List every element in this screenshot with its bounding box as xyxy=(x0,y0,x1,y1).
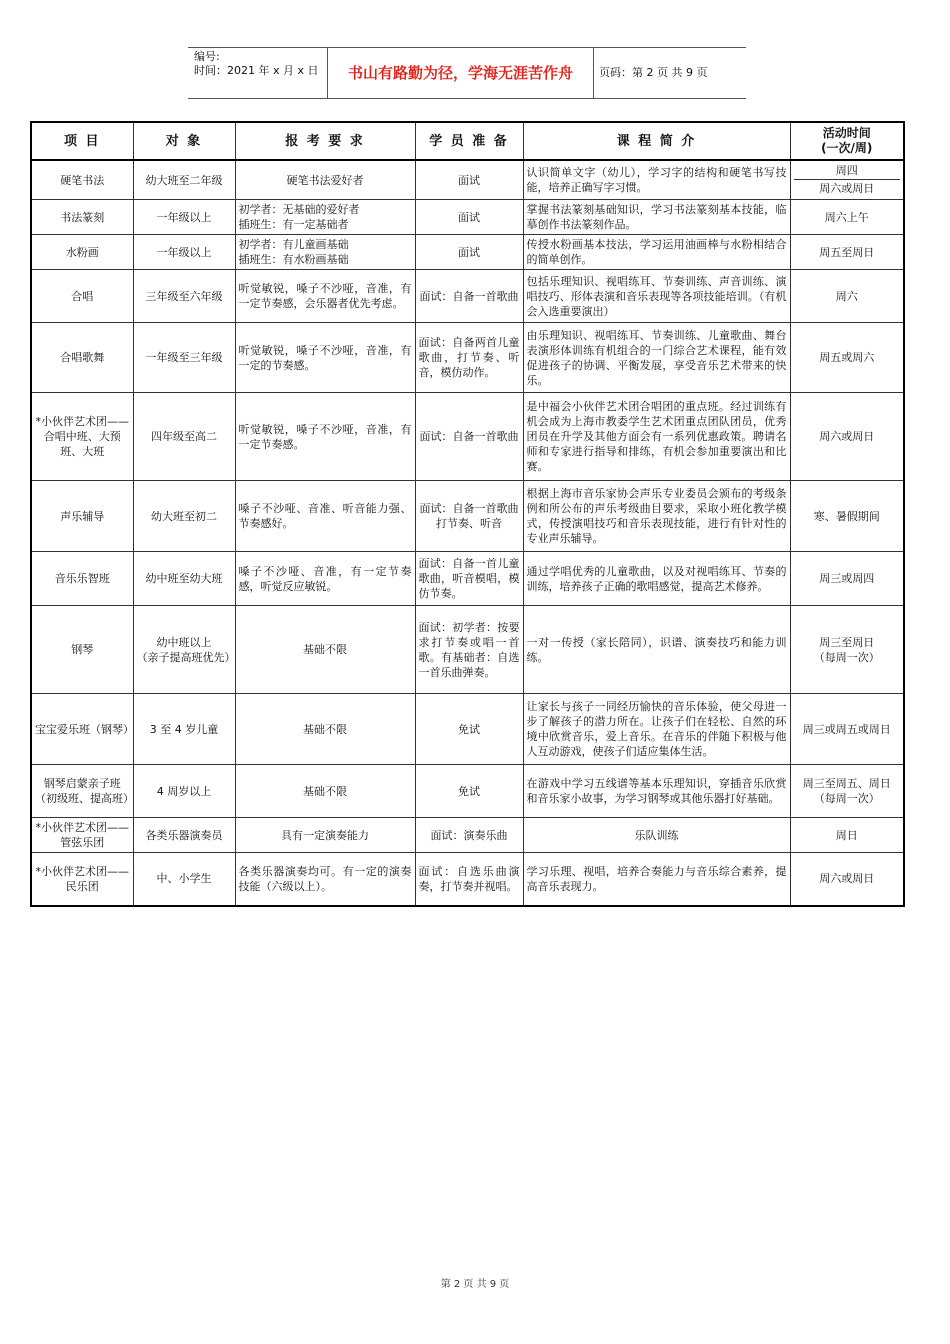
header-requirement: 报 考 要 求 xyxy=(235,122,415,160)
cell-preparation: 面试 xyxy=(415,160,523,200)
cell-preparation: 面试 xyxy=(415,200,523,235)
cell-preparation: 面试：自备一首儿童歌曲，听音模唱，模仿节奏。 xyxy=(415,552,523,606)
header-page-label: 页码：第 2 页 共 9 页 xyxy=(599,66,708,79)
header-time-line2: (一次/周) xyxy=(821,141,873,155)
cell-item: 钢琴启蒙亲子班（初级班、提高班） xyxy=(31,765,133,818)
target-line: 幼中班以上 xyxy=(156,635,212,649)
cell-time: 周六 xyxy=(790,270,904,323)
cell-requirement: 听觉敏锐，嗓子不沙哑，音准，有一定节奏感。 xyxy=(235,393,415,481)
cell-requirement: 各类乐器演奏均可。有一定的演奏技能（六级以上）。 xyxy=(235,853,415,906)
table-row xyxy=(31,552,904,606)
cell-introduction: 包括乐理知识、视唱练耳、节奏训练、声音训练、演唱技巧、形体表演和音乐表现等各项技能培训。（有机会入选重要演出） xyxy=(523,270,790,323)
cell-requirement: 听觉敏锐，嗓子不沙哑，音准，有一定节奏感，会乐器者优先考虑。 xyxy=(235,270,415,323)
cell-item: 宝宝爱乐班（钢琴） xyxy=(31,694,133,765)
cell-preparation: 面试：初学者：按要求打节奏或唱一首歌。有基础者：自选一首乐曲弹奏。 xyxy=(415,606,523,694)
table-row xyxy=(31,765,904,818)
table-row xyxy=(31,270,904,323)
cell-preparation: 面试：自备两首儿童歌曲，打节奏、听音，模仿动作。 xyxy=(415,323,523,393)
cell-preparation: 面试：演奏乐曲 xyxy=(415,818,523,853)
cell-requirement: 基础不限 xyxy=(235,765,415,818)
header-meta xyxy=(188,48,328,98)
cell-item: *小伙伴艺术团——民乐团 xyxy=(31,853,133,906)
cell-target: 一年级以上 xyxy=(133,235,235,270)
cell-introduction: 认识简单文字（幼儿），学习字的结构和硬笔书写技能，培养正确写字习惯。 xyxy=(523,160,790,200)
cell-introduction: 由乐理知识、视唱练耳、节奏训练、儿童歌曲、舞台表演形体训练有机组合的一门综合艺术课程，能有效促进孩子的协调、平衡发展，享受音乐艺术带来的快乐。 xyxy=(523,323,790,393)
table-row xyxy=(31,200,904,235)
cell-preparation: 面试：自备一首歌曲 xyxy=(415,393,523,481)
header-target: 对 象 xyxy=(133,122,235,160)
cell-time-1: 周四 xyxy=(794,162,901,180)
document-header xyxy=(188,47,746,99)
cell-time xyxy=(790,606,904,694)
cell-target: 幼大班至初二 xyxy=(133,481,235,552)
cell-preparation: 免试 xyxy=(415,694,523,765)
cell-introduction: 让家长与孩子一同经历愉快的音乐体验，使父母进一步了解孩子的潜力所在。让孩子们在轻松、自然的环境中欣赏音乐，爱上音乐。在音乐的伴随下积极与他人互动游戏，使孩子们适应集体生活。 xyxy=(523,694,790,765)
cell-introduction: 在游戏中学习五线谱等基本乐理知识，穿插音乐欣赏和音乐家小故事，为学习钢琴或其他乐器打好基础。 xyxy=(523,765,790,818)
cell-preparation: 面试：自备一首歌曲 xyxy=(415,270,523,323)
cell-item: 合唱歌舞 xyxy=(31,323,133,393)
requirement-line: 插班生：有一定基础者 xyxy=(238,218,349,231)
cell-introduction: 传授水粉画基本技法，学习运用油画棒与水粉相结合的简单创作。 xyxy=(523,235,790,270)
cell-target: 一年级以上 xyxy=(133,200,235,235)
cell-target: 幼中班至幼大班 xyxy=(133,552,235,606)
cell-target: 幼大班至二年级 xyxy=(133,160,235,200)
cell-time-2: 周六或周日 xyxy=(819,182,875,195)
cell-requirement: 基础不限 xyxy=(235,694,415,765)
course-table xyxy=(30,121,905,907)
cell-introduction: 学习乐理、视唱，培养合奏能力与音乐综合素养，提高音乐表现力。 xyxy=(523,853,790,906)
cell-time: 周五至周日 xyxy=(790,235,904,270)
table-row xyxy=(31,694,904,765)
cell-item: 音乐乐智班 xyxy=(31,552,133,606)
cell-item: 硬笔书法 xyxy=(31,160,133,200)
requirement-line: 初学者：无基础的爱好者 xyxy=(238,203,360,216)
cell-requirement: 嗓子不沙哑、音准、听音能力强、节奏感好。 xyxy=(235,481,415,552)
cell-introduction: 掌握书法篆刻基础知识，学习书法篆刻基本技能，临摹创作书法篆刻作品。 xyxy=(523,200,790,235)
table-row xyxy=(31,481,904,552)
cell-target: 一年级至三年级 xyxy=(133,323,235,393)
cell-time: 周六上午 xyxy=(790,200,904,235)
cell-target xyxy=(133,606,235,694)
cell-target: 三年级至六年级 xyxy=(133,270,235,323)
time-line: 周三至周日 xyxy=(819,635,875,649)
cell-preparation: 免试 xyxy=(415,765,523,818)
date-label: 时间：2021 年 x 月 x 日 xyxy=(194,64,319,77)
cell-introduction: 根据上海市音乐家协会声乐专业委员会颁布的考级条例和所公布的声乐考级曲目要求，采取小班化教学模式，传授演唱技巧和音乐表现技能，进行有针对性的专业声乐辅导。 xyxy=(523,481,790,552)
cell-time: 周三或周四 xyxy=(790,552,904,606)
table-row xyxy=(31,323,904,393)
cell-introduction: 通过学唱优秀的儿童歌曲，以及对视唱练耳、节奏的训练，培养孩子正确的歌唱感觉，提高艺术修养。 xyxy=(523,552,790,606)
cell-target: 4 周岁以上 xyxy=(133,765,235,818)
cell-preparation: 面试 xyxy=(415,235,523,270)
cell-preparation xyxy=(415,481,523,552)
cell-introduction: 一对一传授（家长陪同），识谱、演奏技巧和能力训练。 xyxy=(523,606,790,694)
header-time xyxy=(790,122,904,160)
requirement-line: 初学者：有儿童画基础 xyxy=(238,238,349,251)
cell-item: *小伙伴艺术团——管弦乐团 xyxy=(31,818,133,853)
cell-item: *小伙伴艺术团——合唱中班、大预班、大班 xyxy=(31,393,133,481)
preparation-line: 面试：自备一首歌曲 xyxy=(419,502,519,515)
table-row xyxy=(31,606,904,694)
cell-requirement xyxy=(235,235,415,270)
target-line: （亲子提高班优先） xyxy=(136,650,236,664)
header-introduction: 课 程 简 介 xyxy=(523,122,790,160)
cell-target: 四年级至高二 xyxy=(133,393,235,481)
cell-preparation: 面试：自选乐曲演奏，打节奏并视唱。 xyxy=(415,853,523,906)
cell-time: 周六或周日 xyxy=(790,853,904,906)
cell-item: 水粉画 xyxy=(31,235,133,270)
table-row xyxy=(31,393,904,481)
cell-requirement: 听觉敏锐，嗓子不沙哑，音准，有一定的节奏感。 xyxy=(235,323,415,393)
cell-requirement: 嗓子不沙哑、音准，有一定节奏感，听觉反应敏锐。 xyxy=(235,552,415,606)
cell-item: 声乐辅导 xyxy=(31,481,133,552)
cell-introduction: 乐队训练 xyxy=(523,818,790,853)
header-motto: 书山有路勤为径，学海无涯苦作舟 xyxy=(328,48,594,98)
cell-requirement: 具有一定演奏能力 xyxy=(235,818,415,853)
cell-target: 中、小学生 xyxy=(133,853,235,906)
header-time-line1: 活动时间 xyxy=(822,126,871,140)
time-line: （每周一次） xyxy=(813,792,880,805)
table-row xyxy=(31,853,904,906)
header-preparation: 学 员 准 备 xyxy=(415,122,523,160)
table-row xyxy=(31,818,904,853)
number-label: 编号: xyxy=(194,50,220,63)
cell-time: 寒、暑假期间 xyxy=(790,481,904,552)
cell-item: 钢琴 xyxy=(31,606,133,694)
time-line: （每周一次） xyxy=(813,650,880,664)
cell-requirement xyxy=(235,200,415,235)
cell-target: 3 至 4 岁儿童 xyxy=(133,694,235,765)
cell-target: 各类乐器演奏员 xyxy=(133,818,235,853)
cell-requirement: 基础不限 xyxy=(235,606,415,694)
cell-item: 合唱 xyxy=(31,270,133,323)
page-footer: 第 2 页 共 9 页 xyxy=(440,1279,510,1290)
requirement-line: 插班生：有水粉画基础 xyxy=(238,253,349,266)
cell-time: 周五或周六 xyxy=(790,323,904,393)
cell-time: 周日 xyxy=(790,818,904,853)
preparation-line: 打节奏、听音 xyxy=(436,517,502,530)
cell-introduction: 是中福会小伙伴艺术团合唱团的重点班。经过训练有机会成为上海市教委学生艺术团重点团队团员，优秀团员在升学及其他方面会有一系列优惠政策。聘请名师和专家进行指导和排练，有机会参加重要演出和比赛。 xyxy=(523,393,790,481)
cell-item: 书法篆刻 xyxy=(31,200,133,235)
cell-time xyxy=(790,160,904,200)
header-item: 项 目 xyxy=(31,122,133,160)
cell-time: 周六或周日 xyxy=(790,393,904,481)
table-row xyxy=(31,235,904,270)
cell-time xyxy=(790,765,904,818)
cell-time: 周三或周五或周日 xyxy=(790,694,904,765)
table-row xyxy=(31,160,904,200)
time-line: 周三至周五、周日 xyxy=(802,777,891,790)
table-header-row xyxy=(31,122,904,160)
cell-requirement: 硬笔书法爱好者 xyxy=(235,160,415,200)
